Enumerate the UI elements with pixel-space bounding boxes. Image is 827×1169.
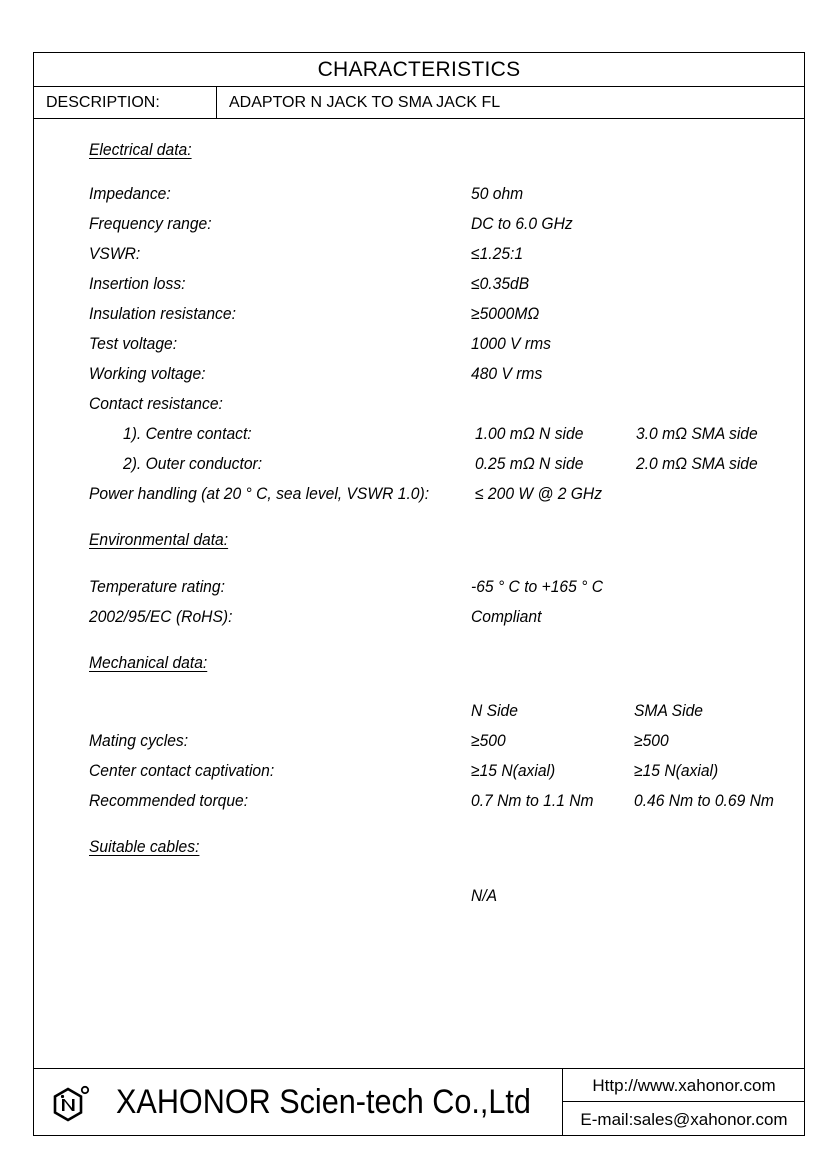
environmental-heading: Environmental data:: [89, 530, 229, 549]
impedance-value: 50 ohm: [471, 184, 524, 203]
impedance-label: Impedance:: [89, 184, 171, 203]
rohs-value: Compliant: [471, 607, 542, 626]
insertion-loss-value: ≤0.35dB: [471, 274, 530, 293]
contact-resistance-label: Contact resistance:: [89, 394, 223, 413]
outer-conductor-label: 2). Outer conductor:: [123, 454, 263, 473]
insertion-loss-label: Insertion loss:: [89, 274, 186, 293]
centre-contact-sma-side: 3.0 mΩ SMA side: [636, 424, 758, 443]
centre-contact-n-side: 1.00 mΩ N side: [475, 424, 584, 443]
frequency-value: DC to 6.0 GHz: [471, 214, 573, 233]
email-link[interactable]: E-mail:sales@xahonor.com: [580, 1110, 788, 1129]
captivation-label: Center contact captivation:: [89, 761, 275, 780]
characteristics-sheet: [33, 52, 805, 1136]
mating-cycles-n: ≥500: [471, 731, 506, 750]
insulation-label: Insulation resistance:: [89, 304, 236, 323]
temperature-value: -65 ° C to +165 ° C: [471, 577, 604, 596]
outer-conductor-n-side: 0.25 mΩ N side: [475, 454, 584, 473]
centre-contact-label: 1). Centre contact:: [123, 424, 252, 443]
working-voltage-value: 480 V rms: [471, 364, 543, 383]
insulation-value: ≥5000MΩ: [471, 304, 540, 323]
description-value: ADAPTOR N JACK TO SMA JACK FL: [229, 94, 501, 111]
frequency-label: Frequency range:: [89, 214, 212, 233]
cables-value: N/A: [471, 886, 498, 905]
footer: [34, 1068, 804, 1136]
captivation-sma: ≥15 N(axial): [634, 761, 719, 780]
page-title: CHARACTERISTICS: [34, 53, 804, 87]
torque-label: Recommended torque:: [89, 791, 249, 810]
rohs-label: 2002/95/EC (RoHS):: [89, 607, 233, 626]
power-handling-value: ≤ 200 W @ 2 GHz: [475, 484, 603, 503]
mechanical-col-sma: SMA Side: [634, 701, 703, 720]
xahonor-logo-icon: [50, 1085, 90, 1125]
vswr-label: VSWR:: [89, 244, 141, 263]
website-link[interactable]: Http://www.xahonor.com: [563, 1069, 805, 1102]
vswr-value: ≤1.25:1: [471, 244, 524, 263]
cables-heading: Suitable cables:: [89, 837, 200, 856]
company-block: [34, 1069, 563, 1136]
torque-sma: 0.46 Nm to 0.69 Nm: [634, 791, 774, 810]
test-voltage-label: Test voltage:: [89, 334, 178, 353]
spec-content: [34, 53, 804, 1135]
working-voltage-label: Working voltage:: [89, 364, 206, 383]
company-name: XAHONOR Scien-tech Co.,Ltd: [116, 1083, 531, 1121]
power-handling-label: Power handling (at 20 ° C, sea level, VSWR 1.0):: [89, 484, 430, 503]
electrical-heading: Electrical data:: [89, 140, 192, 159]
mechanical-col-n: N Side: [471, 701, 518, 720]
temperature-label: Temperature rating:: [89, 577, 225, 596]
torque-n: 0.7 Nm to 1.1 Nm: [471, 791, 594, 810]
mating-cycles-sma: ≥500: [634, 731, 669, 750]
captivation-n: ≥15 N(axial): [471, 761, 556, 780]
outer-conductor-sma-side: 2.0 mΩ SMA side: [636, 454, 758, 473]
mating-cycles-label: Mating cycles:: [89, 731, 189, 750]
mechanical-heading: Mechanical data:: [89, 653, 208, 672]
test-voltage-value: 1000 V rms: [471, 334, 551, 353]
description-label: DESCRIPTION:: [34, 87, 217, 118]
